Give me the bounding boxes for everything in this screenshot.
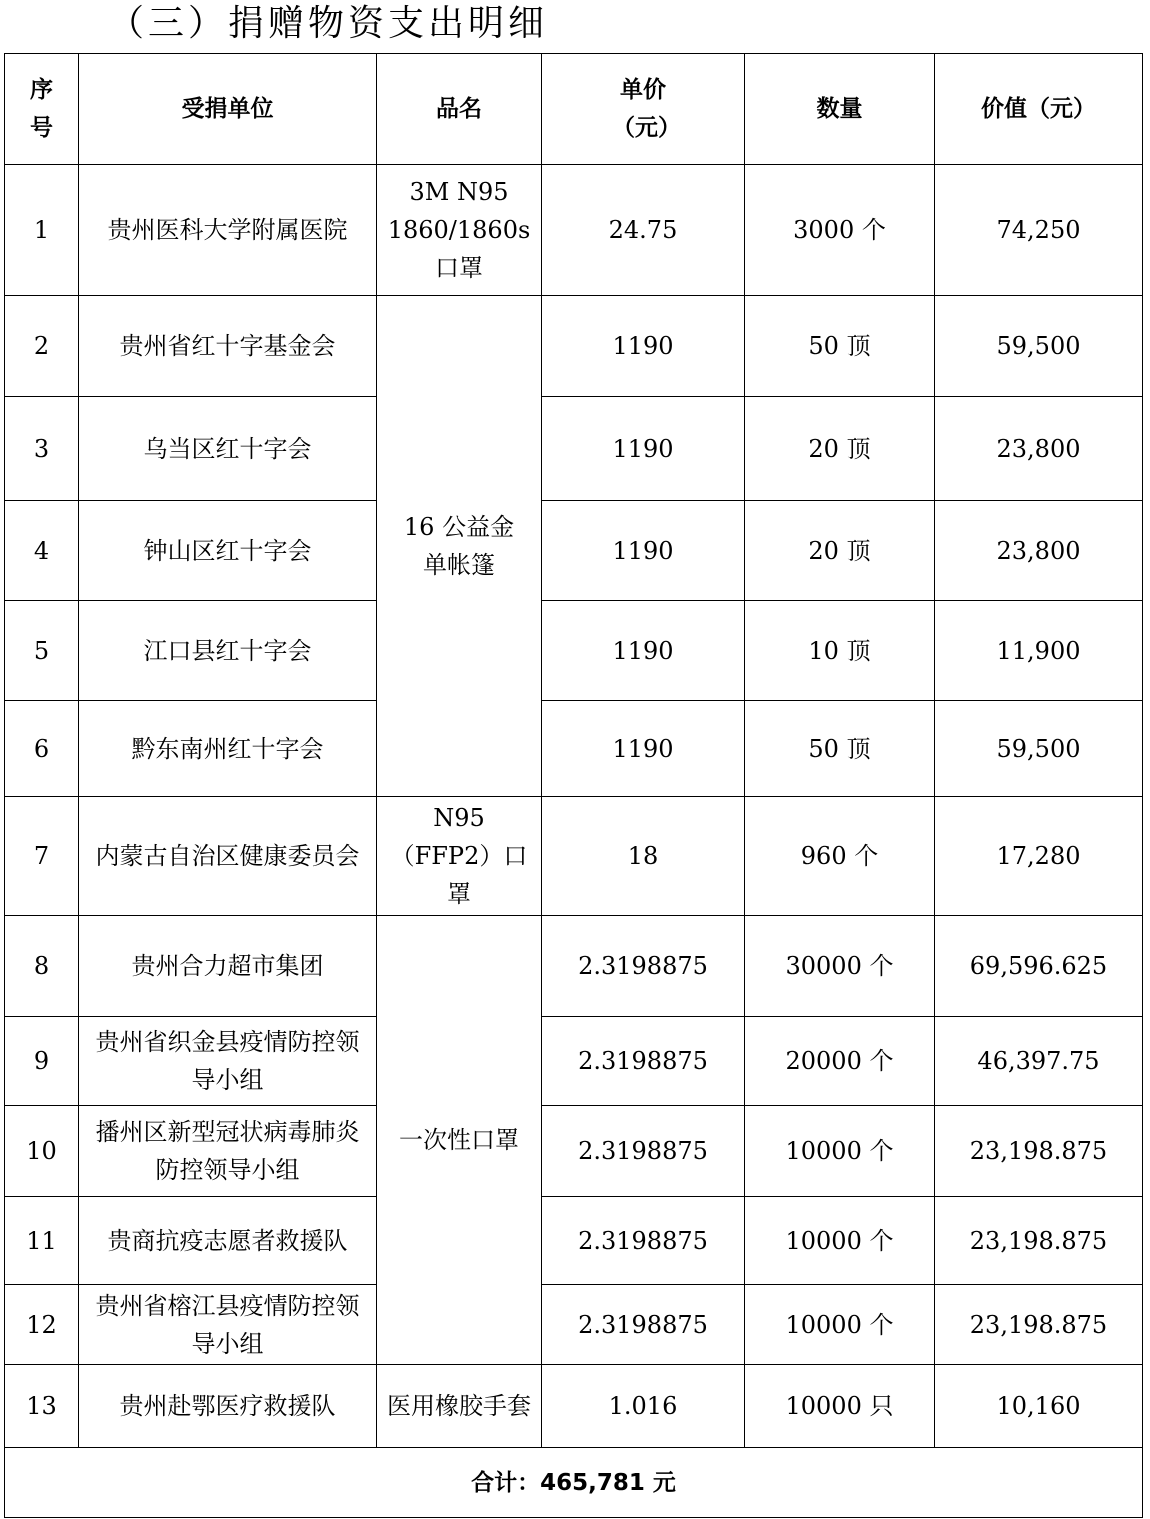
- cell-unit-price: 18: [542, 797, 745, 916]
- cell-quantity: 10000 个: [745, 1106, 935, 1197]
- cell-value: 23,198.875: [935, 1285, 1143, 1365]
- cell-unit-price: 24.75: [542, 165, 745, 296]
- donation-expense-table: [4, 53, 1143, 1518]
- cell-seq: 13: [5, 1365, 79, 1448]
- cell-recipient: 贵商抗疫志愿者救援队: [79, 1197, 377, 1285]
- cell-quantity: 50 顶: [745, 296, 935, 397]
- cell-recipient: 贵州合力超市集团: [79, 916, 377, 1017]
- cell-seq: 9: [5, 1017, 79, 1106]
- cell-item: 医用橡胶手套: [377, 1365, 542, 1448]
- cell-unit-price: 1190: [542, 701, 745, 797]
- cell-quantity: 30000 个: [745, 916, 935, 1017]
- cell-quantity: 50 顶: [745, 701, 935, 797]
- cell-recipient: 贵州省红十字基金会: [79, 296, 377, 397]
- cell-item: 一次性口罩: [377, 916, 542, 1365]
- cell-item: 16 公益金单帐篷: [377, 296, 542, 797]
- cell-quantity: 10 顶: [745, 601, 935, 701]
- cell-recipient: 内蒙古自治区健康委员会: [79, 797, 377, 916]
- cell-quantity: 3000 个: [745, 165, 935, 296]
- cell-quantity: 20 顶: [745, 501, 935, 601]
- cell-value: 23,198.875: [935, 1197, 1143, 1285]
- cell-value: 23,800: [935, 501, 1143, 601]
- table-row: [5, 1106, 1143, 1197]
- cell-value: 10,160: [935, 1365, 1143, 1448]
- cell-seq: 4: [5, 501, 79, 601]
- cell-quantity: 960 个: [745, 797, 935, 916]
- cell-recipient: 黔东南州红十字会: [79, 701, 377, 797]
- cell-seq: 3: [5, 397, 79, 501]
- cell-recipient: 钟山区红十字会: [79, 501, 377, 601]
- table-row: [5, 701, 1143, 797]
- cell-value: 17,280: [935, 797, 1143, 916]
- cell-unit-price: 2.3198875: [542, 1197, 745, 1285]
- cell-unit-price: 2.3198875: [542, 1285, 745, 1365]
- cell-value: 46,397.75: [935, 1017, 1143, 1106]
- header-item: 品名: [377, 54, 542, 165]
- cell-quantity: 10000 个: [745, 1197, 935, 1285]
- cell-value: 23,800: [935, 397, 1143, 501]
- cell-recipient: 贵州省榕江县疫情防控领导小组: [79, 1285, 377, 1365]
- cell-unit-price: 1190: [542, 397, 745, 501]
- cell-value: 11,900: [935, 601, 1143, 701]
- header-unit-price: 单价（元）: [542, 54, 745, 165]
- table-row: [5, 296, 1143, 397]
- cell-recipient: 播州区新型冠状病毒肺炎防控领导小组: [79, 1106, 377, 1197]
- cell-recipient: 贵州医科大学附属医院: [79, 165, 377, 296]
- table-row: [5, 1365, 1143, 1448]
- cell-value: 59,500: [935, 701, 1143, 797]
- table-row: [5, 1017, 1143, 1106]
- cell-recipient: 贵州赴鄂医疗救援队: [79, 1365, 377, 1448]
- table-row: [5, 501, 1143, 601]
- cell-value: 23,198.875: [935, 1106, 1143, 1197]
- cell-unit-price: 1190: [542, 501, 745, 601]
- cell-unit-price: 1.016: [542, 1365, 745, 1448]
- cell-recipient: 江口县红十字会: [79, 601, 377, 701]
- cell-quantity: 20 顶: [745, 397, 935, 501]
- cell-recipient: 贵州省织金县疫情防控领导小组: [79, 1017, 377, 1106]
- cell-value: 69,596.625: [935, 916, 1143, 1017]
- header-value: 价值（元）: [935, 54, 1143, 165]
- table-row: [5, 1197, 1143, 1285]
- table-header-row: [5, 54, 1143, 165]
- cell-unit-price: 2.3198875: [542, 1106, 745, 1197]
- cell-unit-price: 2.3198875: [542, 1017, 745, 1106]
- cell-seq: 7: [5, 797, 79, 916]
- cell-recipient: 乌当区红十字会: [79, 397, 377, 501]
- cell-seq: 2: [5, 296, 79, 397]
- total-value: 合计：465,781 元: [5, 1448, 1143, 1518]
- cell-unit-price: 1190: [542, 601, 745, 701]
- page-title: （三）捐赠物资支出明细: [108, 3, 549, 44]
- table-row: [5, 916, 1143, 1017]
- table-row: [5, 601, 1143, 701]
- cell-seq: 5: [5, 601, 79, 701]
- cell-seq: 8: [5, 916, 79, 1017]
- cell-value: 74,250: [935, 165, 1143, 296]
- cell-unit-price: 1190: [542, 296, 745, 397]
- header-seq: 序号: [5, 54, 79, 165]
- cell-seq: 11: [5, 1197, 79, 1285]
- cell-seq: 12: [5, 1285, 79, 1365]
- header-recipient: 受捐单位: [79, 54, 377, 165]
- cell-item: N95（FFP2）口罩: [377, 797, 542, 916]
- header-quantity: 数量: [745, 54, 935, 165]
- cell-seq: 10: [5, 1106, 79, 1197]
- cell-item: 3M N95 1860/1860s口罩: [377, 165, 542, 296]
- cell-quantity: 20000 个: [745, 1017, 935, 1106]
- table-row: [5, 797, 1143, 916]
- cell-value: 59,500: [935, 296, 1143, 397]
- table-row: [5, 165, 1143, 296]
- table-total-row: [5, 1448, 1143, 1518]
- table-row: [5, 1285, 1143, 1365]
- table-row: [5, 397, 1143, 501]
- cell-quantity: 10000 只: [745, 1365, 935, 1448]
- cell-unit-price: 2.3198875: [542, 916, 745, 1017]
- cell-seq: 6: [5, 701, 79, 797]
- cell-quantity: 10000 个: [745, 1285, 935, 1365]
- cell-seq: 1: [5, 165, 79, 296]
